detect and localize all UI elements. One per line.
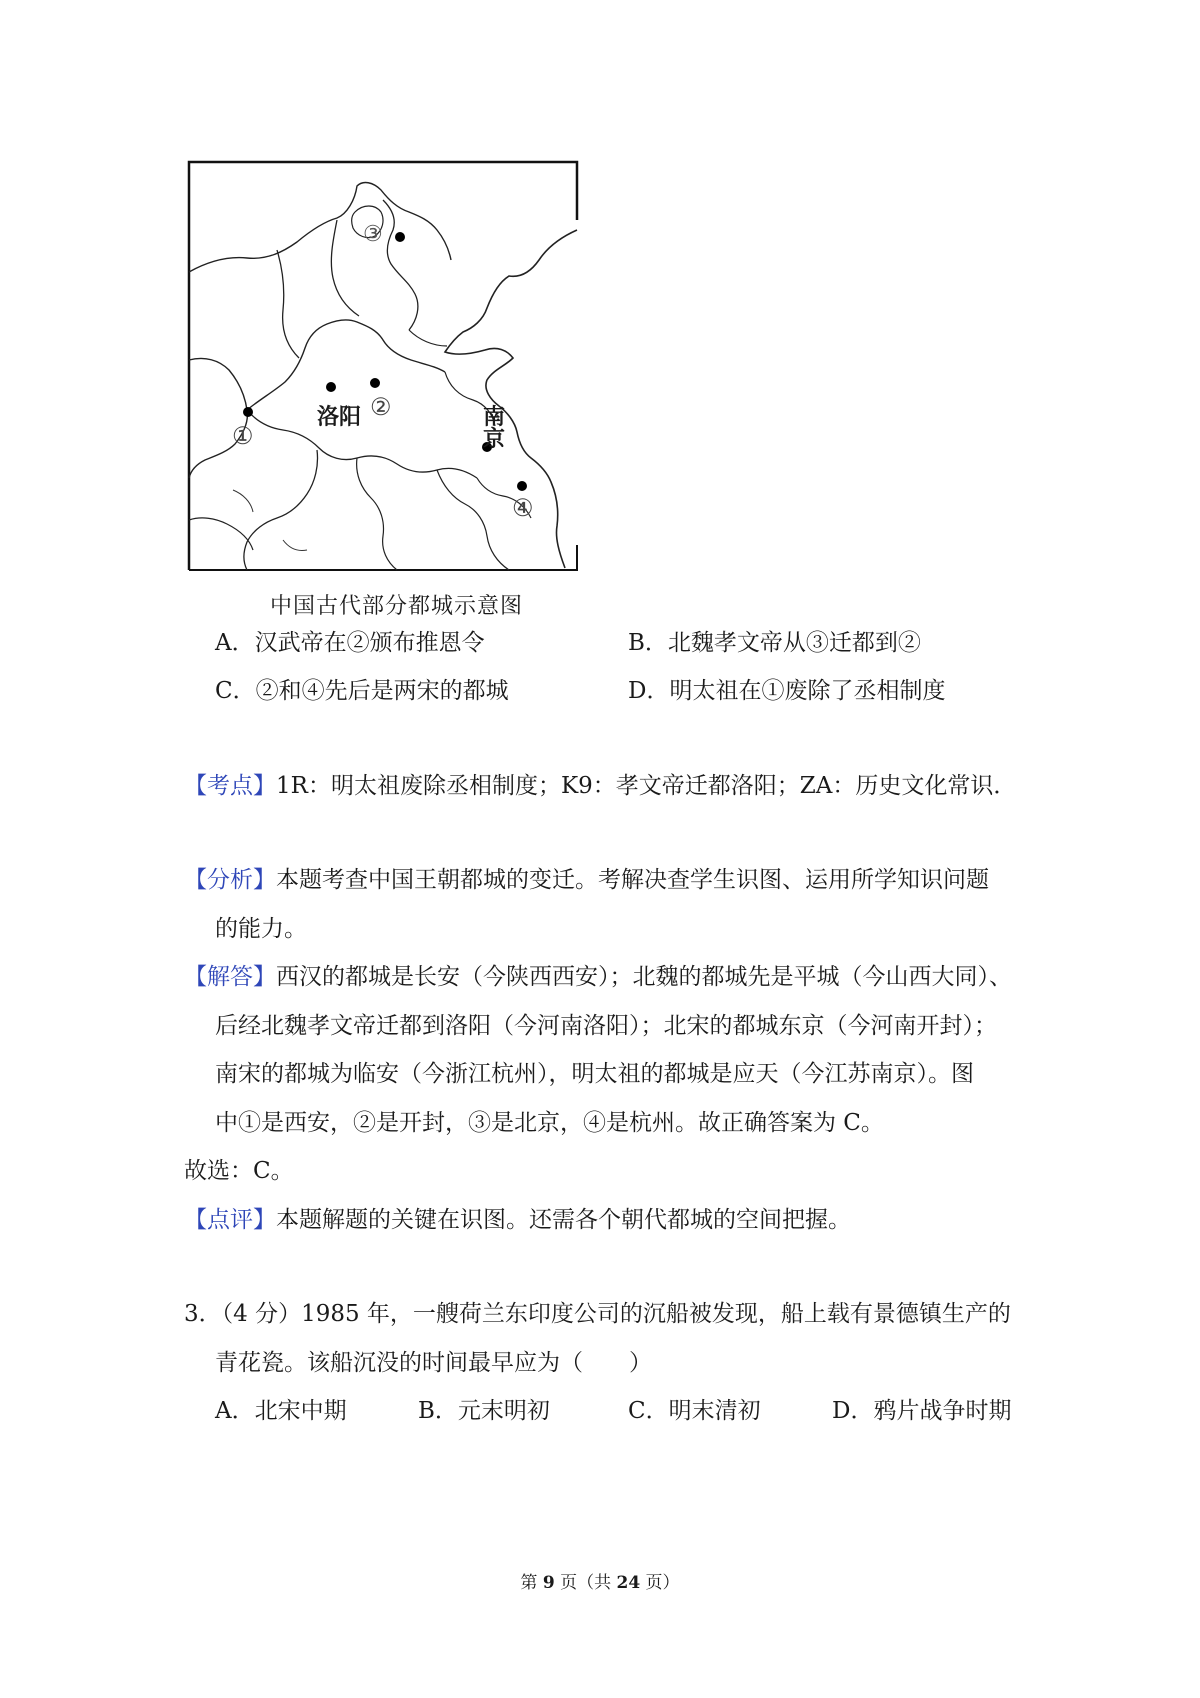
page-footer (0, 1568, 1200, 1593)
map-marker-4: ④ (512, 494, 534, 522)
map-label-nanjing-2: 京 (483, 426, 506, 452)
q2-option-c: C．②和④先后是两宋的都城 (215, 678, 509, 704)
map-marker-2: ② (370, 393, 392, 421)
jieda-tag: 【解答】 (184, 964, 276, 990)
dianping-text: 本题解题的关键在识图。还需各个朝代都城的空间把握。 (276, 1207, 851, 1233)
q3-option-d: D．鸦片战争时期 (832, 1398, 1012, 1424)
footer-mid: 页（共 (554, 1573, 617, 1593)
q3-stem-line-1: 3．（4 分）1985 年，一艘荷兰东印度公司的沉船被发现，船上载有景德镇生产的 (184, 1301, 1011, 1327)
map-label-nanjing-1: 南 (483, 404, 506, 430)
dianping-row (184, 1209, 851, 1232)
dianping-tag: 【点评】 (184, 1207, 276, 1233)
q3-stem-line-2: 青花瓷。该船沉没的时间最早应为（ ） (215, 1350, 652, 1376)
jieda-line-2: 后经北魏孝文帝迁都到洛阳（今河南洛阳）；北宋的都城东京（今河南开封）； (215, 1013, 997, 1039)
kaodian-text: 1R：明太祖废除丞相制度；K9：孝文帝迁都洛阳；ZA：历史文化常识． (276, 773, 1017, 799)
kaodian-tag: 【考点】 (184, 773, 276, 799)
jieda-row (184, 966, 1012, 989)
map-marker-1: ① (232, 422, 254, 450)
q3-option-a: A．北宋中期 (215, 1398, 347, 1424)
map-label-luoyang: 洛阳 (317, 404, 362, 430)
fenxi-line-2: 的能力。 (215, 916, 307, 942)
q3-option-c: C．明末清初 (628, 1398, 761, 1424)
capital-map (187, 160, 580, 572)
jieda-line-3: 南宋的都城为临安（今浙江杭州），明太祖的都城是应天（今江苏南京）。图 (215, 1061, 974, 1087)
footer-page-number: 9 (542, 1573, 555, 1593)
kaodian-row (184, 775, 1016, 798)
map-marker-3: ③ (363, 222, 383, 247)
fenxi-tag: 【分析】 (184, 867, 276, 893)
jieda-line-1: 西汉的都城是长安（今陕西西安）；北魏的都城先是平城（今山西大同）、 (276, 964, 1012, 990)
footer-suffix: 页） (640, 1573, 680, 1593)
footer-total-pages: 24 (616, 1573, 641, 1593)
answer-line: 故选：C。 (184, 1158, 294, 1184)
jieda-line-4: 中①是西安，②是开封，③是北京，④是杭州。故正确答案为 C。 (215, 1110, 884, 1136)
q3-option-b: B．元末明初 (418, 1398, 550, 1424)
q2-option-b: B．北魏孝文帝从③迁都到② (628, 630, 921, 656)
fenxi-row (184, 869, 989, 892)
q2-option-a: A．汉武帝在②颁布推恩令 (215, 630, 485, 656)
map-caption: 中国古代部分都城示意图 (270, 594, 524, 619)
fenxi-line-1: 本题考查中国王朝都城的变迁。考解决查学生识图、运用所学知识问题 (276, 867, 989, 893)
footer-prefix: 第 (520, 1573, 543, 1593)
q2-option-d: D．明太祖在①废除了丞相制度 (628, 678, 946, 704)
